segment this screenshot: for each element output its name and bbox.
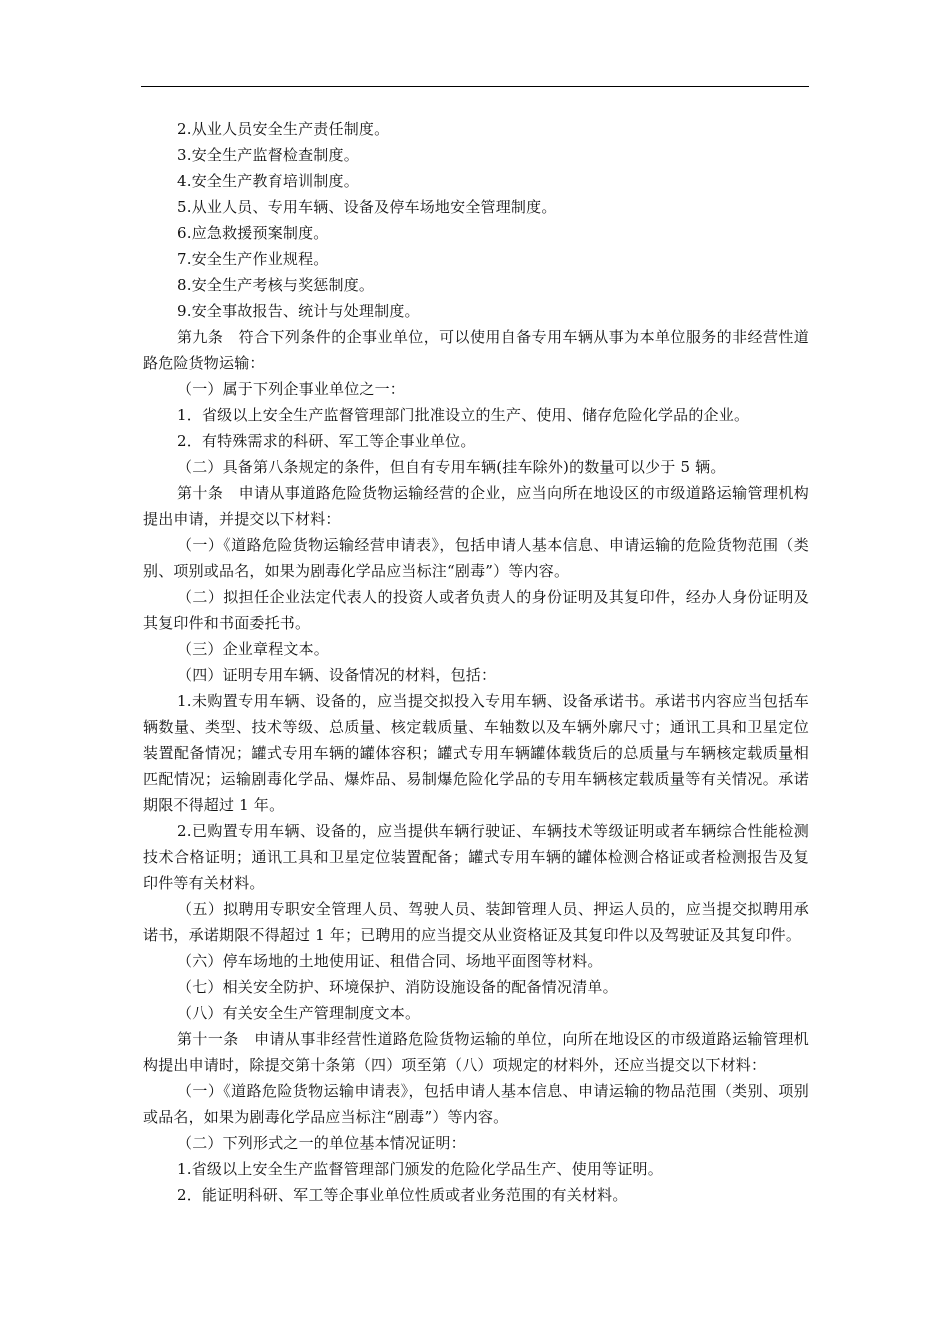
paragraph: 6.应急救援预案制度。	[177, 224, 329, 242]
paragraph: 4.安全生产教育培训制度。	[177, 172, 359, 190]
paragraph: 2.已购置专用车辆、设备的，应当提供车辆行驶证、车辆技术等级证明或者车辆综合性能检测技术合格证明；通讯工具和卫星定位装置配备；罐式专用车辆的罐体检测合格证或者检测报告及复印件等有关材料。	[143, 822, 809, 892]
article-11: 第十一条 申请从事非经营性道路危险货物运输的单位，向所在地设区的市级道路运输管理机构提出申请时，除提交第十条第（四）项至第（八）项规定的材料外，还应当提交以下材料：	[143, 1030, 809, 1074]
paragraph: （一）《道路危险货物运输申请表》，包括申请人基本信息、申请运输的物品范围（类别、项别或品名，如果为剧毒化学品应当标注“剧毒”）等内容。	[143, 1082, 809, 1126]
paragraph: （五）拟聘用专职安全管理人员、驾驶人员、装卸管理人员、押运人员的，应当提交拟聘用承诺书，承诺期限不得超过 1 年；已聘用的应当提交从业资格证及其复印件以及驾驶证及其复印件。	[143, 900, 809, 944]
paragraph: （三）企业章程文本。	[177, 640, 330, 658]
paragraph: 1.未购置专用车辆、设备的，应当提交拟投入专用车辆、设备承诺书。承诺书内容应当包括车辆数量、类型、技术等级、总质量、核定载质量、车轴数以及车辆外廓尺寸；通讯工具和卫星定位装置配备情况；罐式专用车辆的罐体容积；罐式专用车辆罐体载货后的总质量与车辆核定载质量相匹配情况；运输剧毒化学品、爆炸品、易制爆危险化学品的专用车辆核定载质量等有关情况。承诺期限不得超过 1 年。	[143, 692, 809, 814]
paragraph: （二）下列形式之一的单位基本情况证明：	[177, 1134, 466, 1152]
paragraph: （七）相关安全防护、环境保护、消防设施设备的配备情况清单。	[177, 978, 618, 996]
article-9: 第九条 符合下列条件的企事业单位，可以使用自备专用车辆从事为本单位服务的非经营性道路危险货物运输：	[143, 328, 809, 372]
article-10: 第十条 申请从事道路危险货物运输经营的企业，应当向所在地设区的市级道路运输管理机构提出申请，并提交以下材料：	[143, 484, 809, 528]
header-rule	[141, 86, 809, 87]
paragraph: （八）有关安全生产管理制度文本。	[177, 1004, 421, 1022]
paragraph: 5.从业人员、专用车辆、设备及停车场地安全管理制度。	[177, 198, 557, 216]
paragraph: 2．能证明科研、军工等企事业单位性质或者业务范围的有关材料。	[177, 1186, 628, 1204]
paragraph: （一）属于下列企事业单位之一：	[177, 380, 406, 398]
paragraph: （六）停车场地的土地使用证、租借合同、场地平面图等材料。	[177, 952, 603, 970]
paragraph: 1．省级以上安全生产监督管理部门批准设立的生产、使用、储存危险化学品的企业。	[177, 406, 750, 424]
paragraph: 8.安全生产考核与奖惩制度。	[177, 276, 375, 294]
paragraph: （二）具备第八条规定的条件，但自有专用车辆(挂车除外)的数量可以少于 5 辆。	[177, 458, 726, 476]
paragraph: （二）拟担任企业法定代表人的投资人或者负责人的身份证明及其复印件，经办人身份证明及其复印件和书面委托书。	[143, 588, 809, 632]
paragraph: 7.安全生产作业规程。	[177, 250, 329, 268]
document-body	[143, 116, 809, 1208]
paragraph: （一）《道路危险货物运输经营申请表》，包括申请人基本信息、申请运输的危险货物范围（类别、项别或品名，如果为剧毒化学品应当标注“剧毒”）等内容。	[143, 536, 809, 580]
paragraph: 2.从业人员安全生产责任制度。	[177, 120, 390, 138]
paragraph: 1.省级以上安全生产监督管理部门颁发的危险化学品生产、使用等证明。	[177, 1160, 663, 1178]
paragraph: （四）证明专用车辆、设备情况的材料，包括：	[177, 666, 497, 684]
paragraph: 2．有特殊需求的科研、军工等企事业单位。	[177, 432, 476, 450]
paragraph: 9.安全事故报告、统计与处理制度。	[177, 302, 420, 320]
paragraph: 3.安全生产监督检查制度。	[177, 146, 359, 164]
